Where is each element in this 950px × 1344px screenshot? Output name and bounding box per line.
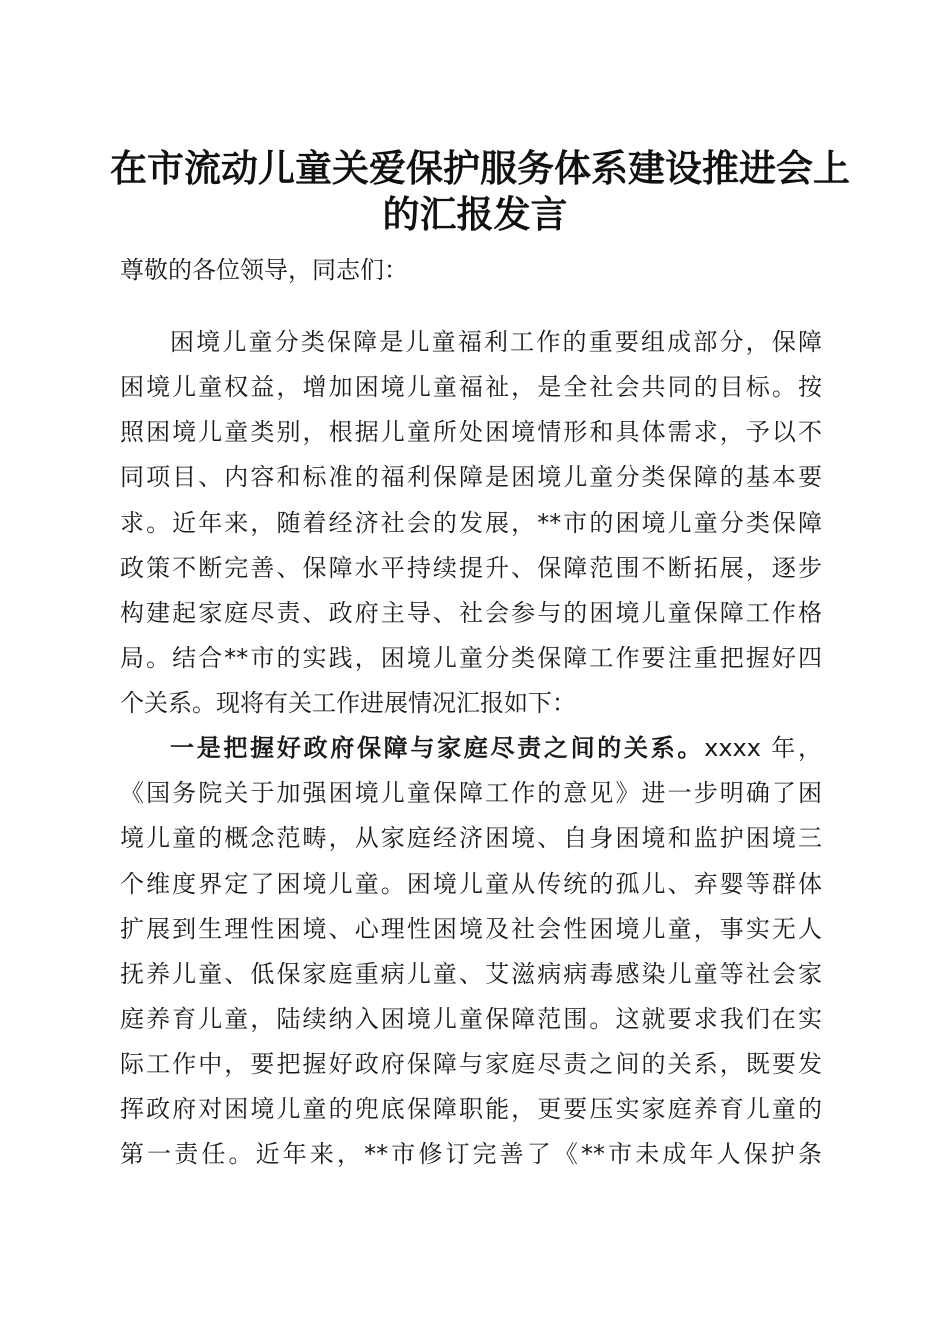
paragraph-2-first-tail: xxxx 年， bbox=[704, 734, 822, 762]
paragraph-2-line: 境儿童的概念范畴，从家庭经济困境、自身困境和监护困境三 bbox=[120, 824, 822, 852]
document-title-line-2: 的汇报发言 bbox=[382, 192, 568, 236]
paragraph-2-line: 《国务院关于加强困境儿童保障工作的意见》进一步明确了困 bbox=[120, 779, 822, 807]
paragraph-1-line: 个关系。现将有关工作进展情况汇报如下： bbox=[120, 689, 576, 717]
paragraph-2-line: 扩展到生理性困境、心理性困境及社会性困境儿童，事实无人 bbox=[120, 915, 822, 943]
paragraph-2-line: 抚养儿童、低保家庭重病儿童、艾滋病病毒感染儿童等社会家 bbox=[120, 960, 822, 988]
salutation: 尊敬的各位领导，同志们： bbox=[120, 256, 408, 284]
paragraph-1-line: 照困境儿童类别，根据儿童所处困境情形和具体需求，予以不 bbox=[120, 418, 822, 446]
paragraph-2-line: 际工作中，要把握好政府保障与家庭尽责之间的关系，既要发 bbox=[120, 1050, 822, 1078]
paragraph-1-line: 困境儿童分类保障是儿童福利工作的重要组成部分，保障 bbox=[170, 328, 822, 356]
paragraph-1-line: 构建起家庭尽责、政府主导、社会参与的困境儿童保障工作格 bbox=[120, 599, 822, 627]
paragraph-1-line: 求。近年来，随着经济社会的发展，**市的困境儿童分类保障 bbox=[120, 509, 822, 537]
paragraph-2-line: 第一责任。近年来，**市修订完善了《**市未成年人保护条 bbox=[120, 1140, 822, 1168]
paragraph-2-line: 庭养育儿童，陆续纳入困境儿童保障范围。这就要求我们在实 bbox=[120, 1005, 822, 1033]
paragraph-2-line: 个维度界定了困境儿童。困境儿童从传统的孤儿、弃婴等群体 bbox=[120, 870, 822, 898]
paragraph-1-line: 政策不断完善、保障水平持续提升、保障范围不断拓展，逐步 bbox=[120, 554, 822, 582]
paragraph-1-line: 困境儿童权益，增加困境儿童福祉，是全社会共同的目标。按 bbox=[120, 373, 822, 401]
paragraph-2-first-line bbox=[170, 733, 822, 763]
paragraph-2-line: 挥政府对困境儿童的兜底保障职能，更要压实家庭养育儿童的 bbox=[120, 1095, 822, 1123]
paragraph-2-heading: 一是把握好政府保障与家庭尽责之间的关系。 bbox=[170, 734, 705, 762]
paragraph-1-line: 同项目、内容和标准的福利保障是困境儿童分类保障的基本要 bbox=[120, 463, 822, 491]
paragraph-1-line: 局。结合**市的实践，困境儿童分类保障工作要注重把握好四 bbox=[120, 644, 822, 672]
document-title-line-1: 在市流动儿童关爱保护服务体系建设推进会上 bbox=[110, 146, 850, 190]
